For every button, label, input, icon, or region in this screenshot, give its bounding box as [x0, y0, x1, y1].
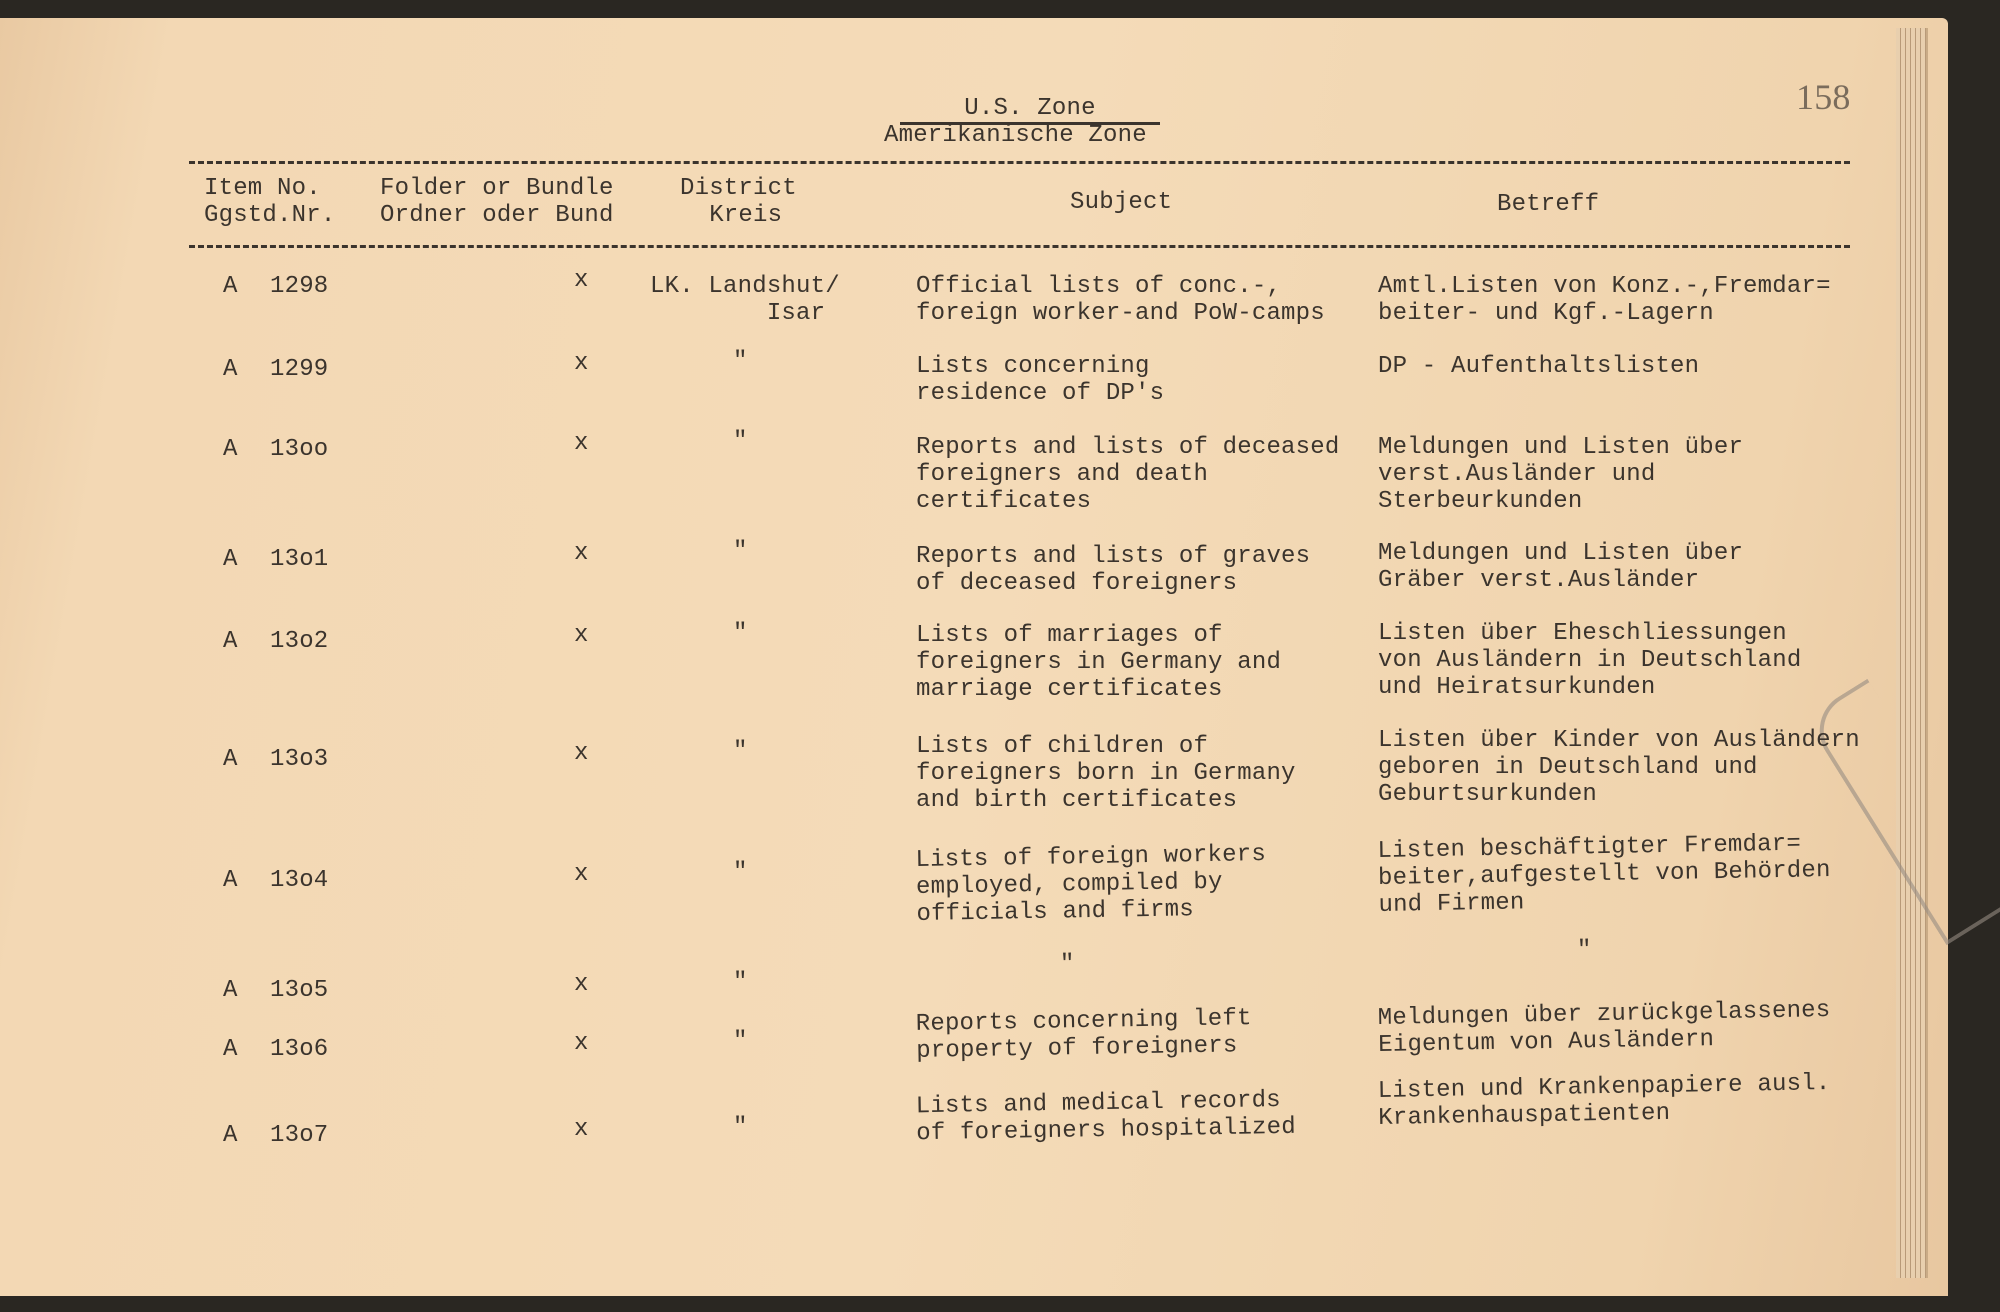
item-prefix: A: [223, 1036, 238, 1063]
column-header-folder: Folder or Bundle Ordner oder Bund: [380, 175, 614, 229]
subject: Lists concerning residence of DP's: [916, 353, 1165, 407]
item-number: 13o3: [270, 746, 329, 773]
betreff: Listen über Eheschliessungen von Ausländern in Deutschland und Heiratsurkunden: [1378, 620, 1802, 701]
item-number: 13o4: [270, 867, 329, 894]
folder-mark: x: [574, 430, 589, 457]
betreff: Listen über Kinder von Ausländern geboren in Deutschland und Geburtsurkunden: [1378, 727, 1860, 808]
column-header-item: Item No. Ggstd.Nr.: [204, 175, 336, 229]
item-prefix: A: [223, 977, 238, 1004]
folder-mark: x: [574, 740, 589, 767]
item-prefix: A: [223, 436, 238, 463]
item-number: 13o5: [270, 977, 329, 1004]
item-prefix: A: [223, 546, 238, 573]
column-header-betreff: Betreff: [1497, 191, 1600, 218]
subject: ": [1059, 950, 1075, 979]
item-number: 13oo: [270, 436, 329, 463]
betreff: DP - Aufenthaltslisten: [1378, 353, 1700, 380]
betreff: Meldungen und Listen über Gräber verst.Ausländer: [1378, 540, 1744, 594]
subject: Reports concerning left property of foreigners: [915, 1005, 1252, 1065]
item-prefix: A: [223, 1122, 238, 1149]
item-prefix: A: [223, 867, 238, 894]
betreff: Listen beschäftigter Fremdar= beiter,aufgestellt von Behörden und Firmen: [1377, 830, 1831, 919]
folder-mark: x: [574, 1116, 589, 1143]
betreff: Meldungen und Listen über verst.Ausländer und Sterbeurkunden: [1378, 434, 1744, 515]
folder-mark: x: [574, 1030, 589, 1057]
betreff: ": [1576, 936, 1592, 965]
folder-mark: x: [574, 350, 589, 377]
betreff: Meldungen über zurückgelassenes Eigentum von Ausländern: [1377, 997, 1831, 1059]
district: ": [733, 1028, 748, 1055]
item-number: 13o2: [270, 628, 329, 655]
item-prefix: A: [223, 273, 238, 300]
item-prefix: A: [223, 356, 238, 383]
column-header-subject: Subject: [1070, 189, 1173, 216]
item-number: 13o6: [270, 1036, 329, 1063]
item-prefix: A: [223, 628, 238, 655]
column-header-district: District Kreis: [680, 175, 797, 229]
item-number: 13o7: [270, 1122, 329, 1149]
subject: Lists of children of foreigners born in Germany and birth certificates: [916, 733, 1296, 814]
zone-title-en: U.S. Zone: [900, 95, 1160, 125]
subject: Lists of foreign workers employed, compiled by officials and firms: [915, 840, 1267, 929]
header-divider-top: [189, 161, 1850, 164]
folder-mark: x: [574, 622, 589, 649]
page-number: 158: [1796, 77, 1851, 117]
item-number: 1299: [270, 356, 329, 383]
folder-mark: x: [574, 267, 589, 294]
district: ": [733, 620, 748, 647]
subject: Lists and medical records of foreigners hospitalized: [915, 1086, 1297, 1148]
district: ": [733, 738, 748, 765]
folder-mark: x: [574, 540, 589, 567]
item-prefix: A: [223, 746, 238, 773]
page-edges: [1896, 28, 1928, 1278]
folder-mark: x: [574, 971, 589, 998]
district: ": [733, 1114, 748, 1141]
district: LK. Landshut/ Isar: [650, 273, 840, 327]
subject: Reports and lists of graves of deceased foreigners: [916, 543, 1311, 597]
item-number: 1298: [270, 273, 329, 300]
item-number: 13o1: [270, 546, 329, 573]
district: ": [733, 428, 748, 455]
district: ": [733, 969, 748, 996]
subject: Reports and lists of deceased foreigners and death certificates: [916, 434, 1340, 515]
betreff: Amtl.Listen von Konz.-,Fremdar= beiter- und Kgf.-Lagern: [1378, 273, 1831, 327]
subject: Official lists of conc.-, foreign worker-and PoW-camps: [916, 273, 1325, 327]
folder-mark: x: [574, 861, 589, 888]
district: ": [733, 348, 748, 375]
subject: Lists of marriages of foreigners in Germany and marriage certificates: [916, 622, 1282, 703]
district: ": [733, 859, 748, 886]
zone-title-de: Amerikanische Zone: [884, 122, 1147, 149]
district: ": [733, 538, 748, 565]
betreff: Listen und Krankenpapiere ausl. Krankenhauspatienten: [1377, 1070, 1831, 1132]
header-divider-bottom: [189, 245, 1850, 248]
